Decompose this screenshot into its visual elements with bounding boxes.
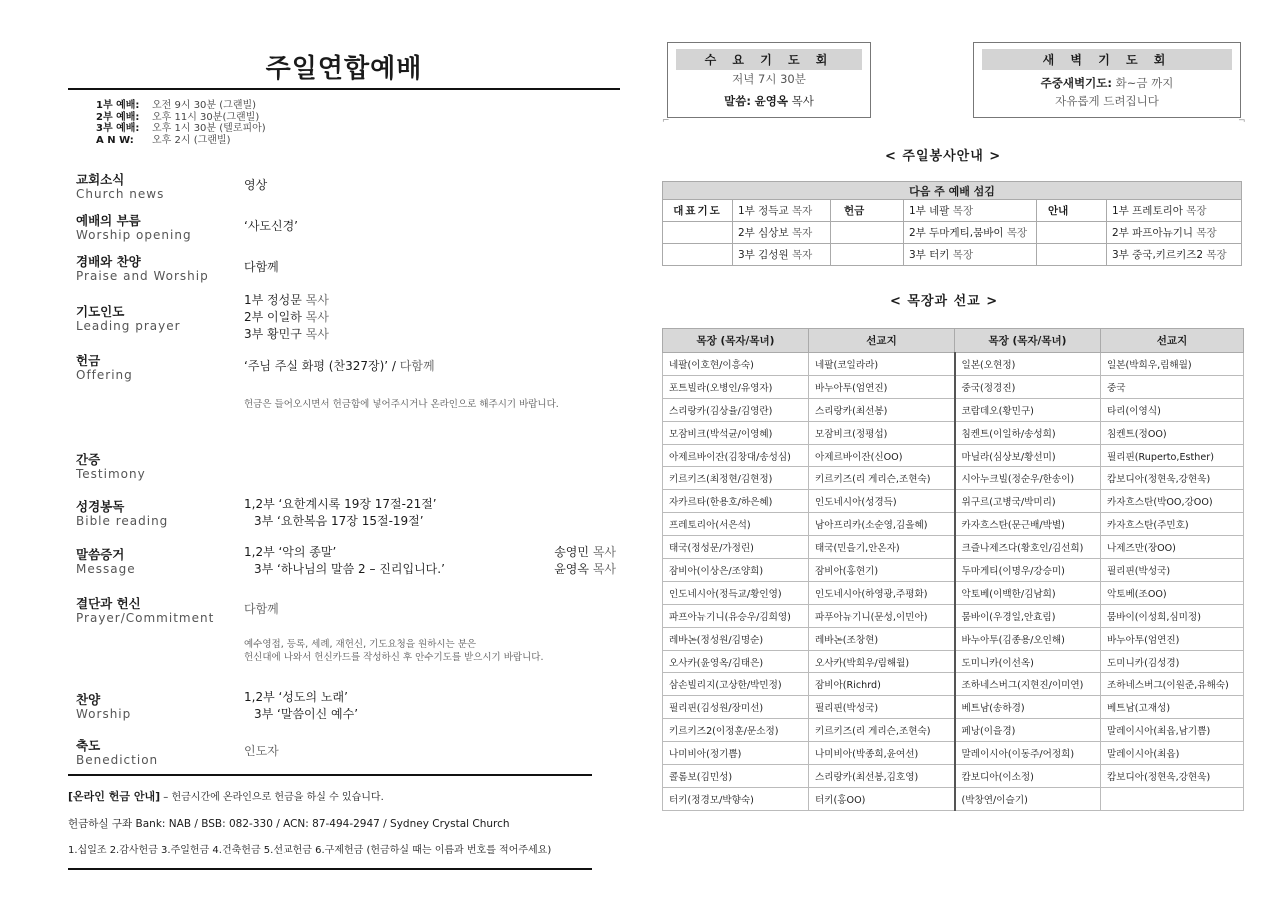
- speaker-role: 목사: [592, 562, 616, 576]
- cell-role: 목장: [1196, 227, 1217, 239]
- table-cell: 조하네스버그(이원준,유해숙): [1101, 673, 1244, 696]
- table-cell: 인도네시아(정득교/황인영): [663, 581, 809, 604]
- table-cell: 태국(민을기,안온자): [809, 536, 955, 559]
- role-label-cell: [1037, 200, 1107, 222]
- table-cell: 나제즈만(장OO): [1101, 536, 1244, 559]
- corner-mark: ⌐: [662, 116, 670, 126]
- table-row: [663, 222, 1242, 244]
- section-title-ko: 예배의 부름: [76, 213, 141, 228]
- table-row: [663, 559, 1244, 582]
- table-cell: 바누아투(엄연진): [1101, 627, 1244, 650]
- table-row: [663, 581, 1244, 604]
- table-cell: 일본(박희우,림해월): [1101, 353, 1244, 376]
- cell-name: 3부 중국,키르키즈2: [1112, 249, 1204, 261]
- table-cell: 크즐나제즈다(황호인/김선희): [955, 536, 1101, 559]
- speaker-label: 말씀:: [724, 94, 751, 108]
- table-row: [663, 353, 1244, 376]
- section-church-news: [76, 173, 616, 201]
- table-cell: 아제르바이잔(신OO): [809, 444, 955, 467]
- section-praise: [76, 255, 616, 283]
- table-cell: 터키(홍OO): [809, 787, 955, 810]
- table-cell: 악토베(조OO): [1101, 581, 1244, 604]
- cell-name: 1부 네팔: [909, 205, 950, 217]
- table-cell: [1107, 222, 1242, 244]
- table-row: [663, 421, 1244, 444]
- table-cell: 인도네시아(하영광,주평화): [809, 581, 955, 604]
- section-title-en: Leading prayer: [76, 319, 181, 333]
- table-cell: [904, 222, 1037, 244]
- table-cell: 남아프리카(소순영,김올혜): [809, 513, 955, 536]
- service-time-value: 오후 2시 (그랜빌): [152, 134, 231, 146]
- table-cell: 중국(정경진): [955, 375, 1101, 398]
- speaker-name: 윤영옥: [754, 94, 788, 108]
- online-title: [온라인 헌금 안내]: [68, 790, 161, 803]
- role-label-cell: [831, 200, 904, 222]
- cell-role: 목장: [1186, 205, 1207, 217]
- mission-table-body: [663, 353, 1244, 811]
- speaker: [554, 561, 616, 578]
- section-title-ko: 찬양: [76, 692, 101, 707]
- section-leading-prayer: [76, 293, 616, 341]
- table-cell: 키르키즈(최정현/김현정): [663, 467, 809, 490]
- service-time-value: 오전 9시 30분 (그랜빌): [152, 100, 257, 111]
- section-body: 다함께: [244, 260, 279, 274]
- table-cell: [733, 222, 831, 244]
- section-title-ko: 헌금: [76, 353, 101, 368]
- worship-songs: [244, 689, 616, 723]
- note-line: 헌신대에 나와서 헌신카드를 작성하신 후 안수기도를 받으시기 바랍니다.: [244, 652, 544, 663]
- table-cell: 악토베(이백한/김남희): [955, 581, 1101, 604]
- table-cell: 키르키즈2(이정훈/문소정): [663, 719, 809, 742]
- dawn-days: 화~금 까지: [1115, 76, 1174, 90]
- section-title-ko: 경배와 찬양: [76, 254, 141, 269]
- role-label: 안내: [1048, 205, 1069, 217]
- table-cell: [831, 222, 904, 244]
- table-cell: 레바논(정성원/김명순): [663, 627, 809, 650]
- prayer-leader: [244, 309, 616, 326]
- section-title-en: Prayer/Commitment: [76, 611, 215, 625]
- worship-song: 1,2부 ‘성도의 노래’: [244, 690, 348, 704]
- table-cell: 스리랑카(김상율/김영란): [663, 398, 809, 421]
- section-title-en: Praise and Worship: [76, 269, 209, 283]
- page-title: 주일연합예배: [265, 54, 423, 84]
- section-worship-song: [76, 690, 616, 721]
- cell-name: 2부 심상보: [738, 227, 789, 239]
- service-roster-table: [662, 181, 1242, 266]
- speaker: [554, 544, 616, 561]
- table-cell: 스리랑카(최선봉): [809, 398, 955, 421]
- worship-song: 3부 ‘말씀이신 예수’: [254, 707, 359, 721]
- section-testimony: [76, 453, 616, 481]
- table-row: [663, 696, 1244, 719]
- section-body: 인도자: [244, 744, 279, 758]
- online-offering-info: [68, 774, 592, 870]
- table-row: [663, 673, 1244, 696]
- section-title-ko: 결단과 헌신: [76, 596, 141, 611]
- table-cell: (박창연/이슬기): [955, 787, 1101, 810]
- table-caption: 다음 주 예배 섬김: [663, 182, 1242, 200]
- table-cell: [904, 200, 1037, 222]
- table-cell: 타리(이영식): [1101, 398, 1244, 421]
- table-cell: 조하네스버그(지현진/이미연): [955, 673, 1101, 696]
- section-title-en: Offering: [76, 368, 133, 382]
- table-row: [663, 765, 1244, 788]
- table-row: [663, 604, 1244, 627]
- message-speakers: [554, 544, 616, 578]
- wednesday-prayer-box: [667, 42, 871, 118]
- table-row: [663, 650, 1244, 673]
- cell-name: 2부 두마게티,뭄바이: [909, 227, 1004, 239]
- table-cell: 침켄트(이일하/송성희): [955, 421, 1101, 444]
- service-time-row: [96, 123, 266, 135]
- table-cell: 바누아투(김종용/오인해): [955, 627, 1101, 650]
- service-time-row: [96, 112, 266, 124]
- service-time-label: 2부 예배:: [96, 111, 140, 123]
- table-cell: 베트남(고재성): [1101, 696, 1244, 719]
- section-title-ko: 교회소식: [76, 172, 125, 187]
- table-cell: 시아누크빌(정순우/한송이): [955, 467, 1101, 490]
- section-title-en: Message: [76, 562, 136, 576]
- service-times: [96, 100, 266, 146]
- section-body: 다함께: [244, 602, 279, 616]
- table-cell: 뭄바이(우경일,안효림): [955, 604, 1101, 627]
- cell-role: 목자: [791, 205, 813, 217]
- dawn-prayer-box: [973, 42, 1241, 118]
- offering-types: 1.십일조 2.감사헌금 3.주일헌금 4.건축헌금 5.선교헌금 6.구제헌금 (헌금하실 때는 이름과 번호를 적어주세요): [68, 845, 552, 856]
- table-cell: 위구르(고병국/박미리): [955, 490, 1101, 513]
- table-cell: 도미니카(김성경): [1101, 650, 1244, 673]
- table-cell: 말레이시아(이동주/어정희): [955, 742, 1101, 765]
- bible-passage: 1,2부 ‘요한계시록 19장 17절-21절’: [244, 497, 437, 511]
- table-cell: 바누아투(엄연진): [809, 375, 955, 398]
- table-row: [663, 787, 1244, 810]
- section-title-en: Worship: [76, 707, 132, 721]
- table-row: [663, 398, 1244, 421]
- table-cell: 파프아뉴기니(유승우/김희영): [663, 604, 809, 627]
- box-header: 새 벽 기 도 회: [982, 49, 1232, 70]
- column-header: 선교지: [1101, 329, 1244, 353]
- role-label: 헌금: [844, 205, 865, 217]
- table-row: [663, 742, 1244, 765]
- leader-role: 목사: [305, 293, 329, 307]
- table-cell: [663, 222, 733, 244]
- table-cell: 삼손빌리지(고상한/박민정): [663, 673, 809, 696]
- cell-name: 2부 파프아뉴기니: [1112, 227, 1194, 239]
- table-cell: 캄보디아(이소정): [955, 765, 1101, 788]
- table-cell: 나미비아(박종희,윤여선): [809, 742, 955, 765]
- table-cell: 터키(정경모/박향숙): [663, 787, 809, 810]
- table-cell: 스리랑카(최선봉,김호영): [809, 765, 955, 788]
- table-cell: 인도네시아(성경득): [809, 490, 955, 513]
- section-bible-reading: [76, 497, 616, 528]
- section-title-en: Testimony: [76, 467, 146, 481]
- leader-role: 목사: [305, 327, 329, 341]
- section-body: [244, 358, 616, 375]
- section-commitment: [76, 597, 616, 625]
- table-cell: 코람데오(황민구): [955, 398, 1101, 421]
- cell-role: 목장: [952, 249, 974, 261]
- table-cell: 아제르바이잔(김창대/송성심): [663, 444, 809, 467]
- table-cell: 콜롬보(김민성): [663, 765, 809, 788]
- table-cell: [733, 244, 831, 266]
- table-cell: 중국: [1101, 375, 1244, 398]
- service-time-label: A N W:: [96, 134, 134, 146]
- table-cell: 잠비아(홍현기): [809, 559, 955, 582]
- table-cell: 잠비아(Richrd): [809, 673, 955, 696]
- table-cell: 모잠비크(정평섭): [809, 421, 955, 444]
- table-cell: 프레토리아(서은석): [663, 513, 809, 536]
- dawn-schedule: [974, 74, 1240, 92]
- table-cell: 포트빌라(오병인/유영자): [663, 375, 809, 398]
- table-row: [663, 536, 1244, 559]
- cell-role: 목장: [1006, 227, 1028, 239]
- cell-name: 1부 프레토리아: [1112, 205, 1183, 217]
- section-title-ko: 말씀증거: [76, 547, 125, 562]
- table-cell: 페낭(이을경): [955, 719, 1101, 742]
- cell-role: 목자: [791, 249, 813, 261]
- table-row: [663, 513, 1244, 536]
- table-cell: 오사카(윤영옥/김태은): [663, 650, 809, 673]
- table-row: [663, 627, 1244, 650]
- service-time-row: [96, 135, 266, 147]
- note-line: 예수영접, 등록, 세례, 재헌신, 기도요청을 원하시는 분은: [244, 639, 477, 650]
- leader-name: 2부 이일하: [244, 310, 302, 324]
- service-time-value: 오후 1시 30분 (텔로피아): [152, 123, 266, 134]
- table-cell: 나미비아(정기쁨): [663, 742, 809, 765]
- table-cell: [1037, 244, 1107, 266]
- dawn-label: 주중새벽기도:: [1040, 76, 1112, 90]
- table-cell: 잠비아(이상은/조양희): [663, 559, 809, 582]
- speaker-name: 송영민: [554, 545, 589, 559]
- section-worship-opening: [76, 214, 616, 242]
- cell-name: 3부 김성원: [738, 249, 789, 261]
- table-row: [663, 200, 1242, 222]
- prayer-leader: [244, 292, 616, 309]
- leader-name: 1부 정성문: [244, 293, 302, 307]
- cell-name: 3부 터키: [909, 249, 950, 261]
- message-title: 3부 ‘하나님의 말씀 2 – 진리입니다.’: [254, 562, 445, 576]
- cell-role: 목장: [952, 205, 974, 217]
- dawn-note: 자유롭게 드려집니다: [1055, 94, 1159, 108]
- prayer-leader: [244, 326, 616, 343]
- mission-section-title: < 목장과 선교 >: [890, 294, 999, 309]
- service-time-label: 3부 예배:: [96, 123, 140, 134]
- table-cell: 키르키즈(리 게리슨,조현숙): [809, 467, 955, 490]
- table-cell: 필리핀(Ruperto,Esther): [1101, 444, 1244, 467]
- table-cell: 뭄바이(이성희,심미정): [1101, 604, 1244, 627]
- corner-mark: ¬: [1238, 116, 1246, 126]
- table-cell: 키르키즈(리 게리슨,조현숙): [809, 719, 955, 742]
- box-header: 수 요 기 도 회: [676, 49, 862, 70]
- prayer-leaders: [244, 292, 616, 343]
- table-cell: [1107, 244, 1242, 266]
- bank-account: 헌금하실 구좌 Bank: NAB / BSB: 082-330 / ACN: 87-494-2947 / Sydney Crystal Church: [68, 818, 510, 830]
- table-cell: 자카르타(한용호/하은혜): [663, 490, 809, 513]
- table-cell: [904, 244, 1037, 266]
- leader-name: 3부 황민구: [244, 327, 302, 341]
- section-title-en: Benediction: [76, 753, 159, 767]
- table-cell: 필리핀(박성국): [1101, 559, 1244, 582]
- offering-hymn: ‘주님 주실 화평 (찬327장)’ /: [244, 359, 396, 373]
- column-header: 목장 (목자/목녀): [663, 329, 809, 353]
- service-time-label: 1부 예배:: [96, 100, 140, 111]
- table-cell: [1107, 200, 1242, 222]
- service-time-row: [96, 100, 266, 112]
- column-header: 목장 (목자/목녀): [955, 329, 1101, 353]
- message-title: 1,2부 ‘악의 종말’: [244, 545, 337, 559]
- table-cell: 파푸아뉴기니(문성,이민아): [809, 604, 955, 627]
- section-offering: [76, 354, 616, 382]
- table-cell: 말레이시아(최읍): [1101, 742, 1244, 765]
- speaker-role: 목사: [592, 545, 616, 559]
- speaker-role: 목사: [791, 94, 814, 108]
- table-cell: 두마게티(이명우/강승미): [955, 559, 1101, 582]
- table-cell: 마닐라(심상보/황선미): [955, 444, 1101, 467]
- online-title-line: [68, 788, 592, 804]
- section-body: 영상: [244, 178, 268, 192]
- speaker-name: 윤영옥: [554, 562, 589, 576]
- table-cell: 네팔(이호현/이흥숙): [663, 353, 809, 376]
- table-row: [663, 375, 1244, 398]
- bible-passages: [244, 496, 616, 530]
- section-message: [76, 545, 616, 576]
- table-cell: [1101, 787, 1244, 810]
- title-divider: [68, 88, 620, 90]
- table-cell: 오사카(박희우/림해월): [809, 650, 955, 673]
- table-cell: 캄보디아(정현욱,강현욱): [1101, 467, 1244, 490]
- table-row: [663, 467, 1244, 490]
- table-cell: 베트남(송하경): [955, 696, 1101, 719]
- service-time-value: 오후 11시 30분(그랜빌): [152, 111, 260, 123]
- section-benediction: [76, 739, 616, 767]
- role-label: 대표기도: [663, 200, 733, 222]
- table-cell: 도미니카(이선옥): [955, 650, 1101, 673]
- commitment-note: [244, 638, 616, 664]
- table-row: [663, 444, 1244, 467]
- mission-table: [662, 328, 1244, 811]
- order-of-worship: [68, 30, 620, 890]
- table-row: [663, 244, 1242, 266]
- table-cell: 일본(오현정): [955, 353, 1101, 376]
- offering-together: 다함께: [399, 359, 435, 373]
- offering-note: 헌금은 들어오시면서 헌금함에 넣어주시거나 온라인으로 해주시기 바랍니다.: [244, 399, 559, 410]
- table-cell: 카자흐스탄(주민호): [1101, 513, 1244, 536]
- table-cell: 태국(정성문/가정린): [663, 536, 809, 559]
- table-cell: [733, 200, 831, 222]
- table-cell: 필리핀(박성국): [809, 696, 955, 719]
- table-header-row: [663, 329, 1244, 353]
- serve-section-title: < 주일봉사안내 >: [885, 149, 1002, 164]
- table-cell: 말레이시아(최읍,남기쁨): [1101, 719, 1244, 742]
- table-caption-row: [663, 182, 1242, 200]
- section-body: ‘사도신경’: [244, 219, 298, 233]
- table-row: [663, 490, 1244, 513]
- section-title-en: Church news: [76, 187, 165, 201]
- bible-passage: 3부 ‘요한복음 17장 15절-19절’: [254, 514, 424, 528]
- cell-role: 목장: [1206, 249, 1227, 261]
- section-title-ko: 기도인도: [76, 304, 125, 319]
- wednesday-speaker: [668, 92, 870, 110]
- table-cell: 카자흐스탄(박OO,강OO): [1101, 490, 1244, 513]
- table-row: [663, 719, 1244, 742]
- section-title-ko: 축도: [76, 738, 101, 753]
- online-divider: [68, 774, 592, 776]
- table-cell: 필리핀(김성원/장미선): [663, 696, 809, 719]
- section-title-en: Worship opening: [76, 228, 192, 242]
- leader-role: 목사: [305, 310, 329, 324]
- table-cell: [663, 244, 733, 266]
- wednesday-time: 저녁 7시 30분: [732, 72, 806, 86]
- section-title-ko: 간증: [76, 452, 101, 467]
- table-cell: 레바논(조창현): [809, 627, 955, 650]
- column-header: 선교지: [809, 329, 955, 353]
- table-cell: 캄보디아(정현욱,강현욱): [1101, 765, 1244, 788]
- online-title-note: – 헌금시간에 온라인으로 헌금을 하실 수 있습니다.: [163, 792, 384, 803]
- section-title-ko: 성경봉독: [76, 499, 125, 514]
- cell-name: 1부 정득교: [738, 205, 789, 217]
- table-cell: 카자흐스탄(문근배/박별): [955, 513, 1101, 536]
- table-cell: 네팔(코일라라): [809, 353, 955, 376]
- table-cell: 모잠비크(박석균/이영혜): [663, 421, 809, 444]
- table-cell: [831, 244, 904, 266]
- cell-role: 목자: [791, 227, 813, 239]
- table-cell: [1037, 222, 1107, 244]
- section-title-en: Bible reading: [76, 514, 169, 528]
- table-cell: 침켄트(정OO): [1101, 421, 1244, 444]
- online-divider-bottom: [68, 868, 592, 870]
